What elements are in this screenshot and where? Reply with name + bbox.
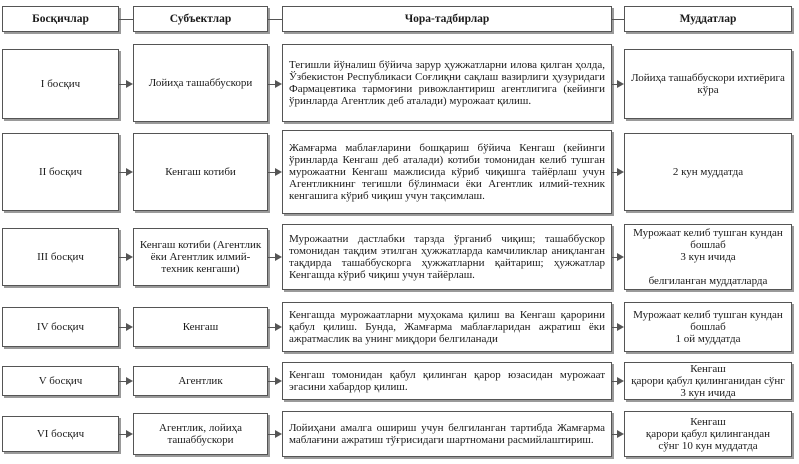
subject-box: Агентлик, лойиҳа ташаббускори [133, 413, 268, 455]
arrow-head-icon [617, 323, 624, 331]
arrow-head-icon [126, 168, 133, 176]
term-text: Мурожаат келиб тушган кундан бошлаб 1 ой муддатда [633, 309, 783, 345]
arrow-head-icon [275, 377, 282, 385]
subject-box: Кенгаш котиби (Агентлик ёки Агентлик илмий-техник кенгаши) [133, 228, 268, 286]
arrow-head-icon [126, 323, 133, 331]
action-text: Лойиҳани амалга ошириш учун белгиланган тартибда Жамғарма маблағини ажратиш тўғрисидаги шартномани расмийлаштириш. [289, 422, 605, 446]
arrow-head-icon [126, 253, 133, 261]
header-subjects: Субъектлар [133, 6, 268, 32]
term-box [624, 133, 792, 211]
arrow-head-icon [617, 377, 624, 385]
subject-box: Кенгаш [133, 307, 268, 347]
arrow-head-icon [126, 430, 133, 438]
header-connector [119, 19, 133, 20]
arrow-head-icon [275, 323, 282, 331]
term-text: Лойиҳа ташаббускори ихтиёрига кўра [631, 72, 785, 96]
action-text: Мурожаатни дастлабки тарзда ўрганиб чиқиш; ташаббускор томонидан тақдим этилган ҳужжатларда камчиликлар аниқланган тақдирда ташаббускорга ҳужжатларни қайтариш; ҳужжатлар Кенгашда кўриб чиқиш учун тайёрлаш. [289, 233, 605, 281]
term-box [624, 49, 792, 119]
action-box [282, 224, 612, 290]
action-text: Кенгашда мурожаатларни муҳокама қилиш ва Кенгаш қарорини қабул қилиш. Бунда, Жамғарма маблағларидан ажратиш ёки ажратмаслик ва унинг миқдори белгиланади [289, 309, 605, 345]
action-box [282, 411, 612, 457]
arrow-head-icon [275, 430, 282, 438]
arrow-head-icon [275, 253, 282, 261]
action-box [282, 302, 612, 352]
term-text: Кенгаш қарори қабул қилинганидан сўнг 3 кун ичида [631, 363, 785, 399]
header-terms: Муддатлар [624, 6, 792, 32]
arrow-head-icon [275, 168, 282, 176]
header-stages: Босқичлар [2, 6, 119, 32]
stage-box: I босқич [2, 49, 119, 119]
action-box [282, 362, 612, 400]
term-box [624, 362, 792, 400]
stage-box: II босқич [2, 133, 119, 211]
arrow-head-icon [126, 80, 133, 88]
subject-box: Лойиҳа ташаббускори [133, 44, 268, 122]
action-box [282, 130, 612, 214]
action-text: Жамғарма маблағларини бошқариш бўйича Кенгаш (кейинги ўринларда Кенгаш деб аталади) котиби томонидан келиб тушган мурожаатни Кенгаш мажлисида кўриб чиқишга тайёрлаш учун Агентликнинг тегишли бўлинмаси ёки Агентлик илмий-техник кенгашига кўриб чиқиш учун тақсимлаш. [289, 142, 605, 202]
stage-box: IV босқич [2, 307, 119, 347]
header-connector [268, 19, 282, 20]
stage-box: V босқич [2, 366, 119, 396]
stage-box: III босқич [2, 228, 119, 286]
arrow-head-icon [617, 253, 624, 261]
header-connector [612, 19, 624, 20]
action-box [282, 44, 612, 122]
term-text: 2 кун муддатда [672, 166, 744, 178]
arrow-head-icon [275, 80, 282, 88]
arrow-head-icon [617, 168, 624, 176]
term-box [624, 411, 792, 457]
term-box [624, 302, 792, 352]
stage-box: VI босқич [2, 416, 119, 452]
term-text: Мурожаат келиб тушган кундан бошлаб 3 кун ичида белгиланган муддатларда [633, 227, 783, 287]
action-text: Кенгаш томонидан қабул қилинган қарор юзасидан мурожаат эгасини хабардор қилиш. [289, 369, 605, 393]
subject-box: Кенгаш котиби [133, 133, 268, 211]
subject-box: Агентлик [133, 366, 268, 396]
action-text: Тегишли йўналиш бўйича зарур ҳужжатларни илова қилган ҳолда, Ўзбекистон Республикаси Соғлиқни сақлаш вазирлиги ҳузуридаги Фармацевтика тармоғини ривожлантириш агентлигига (кейинги ўринларда Агентлик деб аталади) мурожаат қилиш. [289, 59, 605, 107]
term-text: Кенгаш қарори қабул қилингандан сўнг 10 кун муддатда [645, 416, 771, 452]
arrow-head-icon [126, 377, 133, 385]
header-actions: Чора-тадбирлар [282, 6, 612, 32]
arrow-head-icon [617, 80, 624, 88]
term-box [624, 224, 792, 290]
arrow-head-icon [617, 430, 624, 438]
